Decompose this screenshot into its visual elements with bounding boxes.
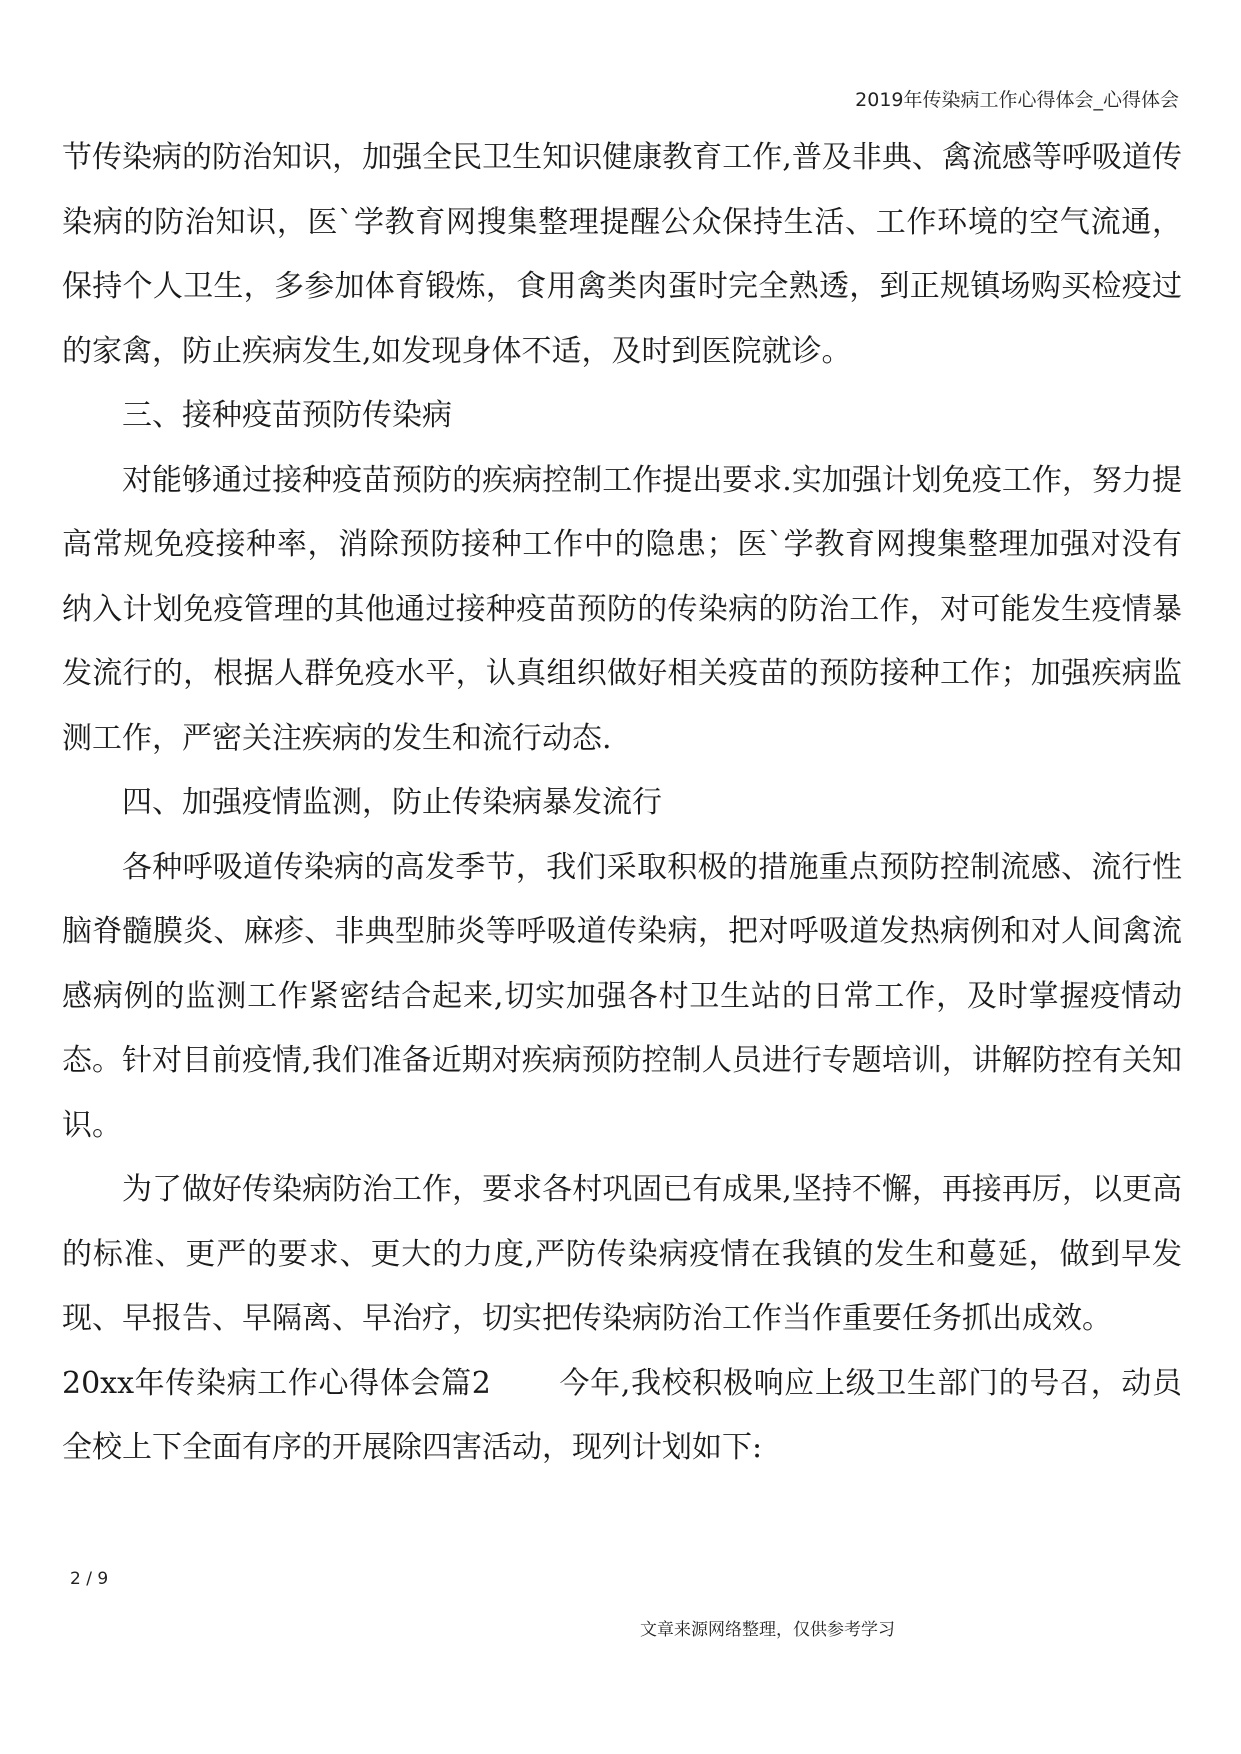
page-number: 2 / 9	[70, 1569, 109, 1589]
paragraph-continued: 节传染病的防治知识，加强全民卫生知识健康教育工作,普及非典、禽流感等呼吸道传染病的防治知识，医`学教育网搜集整理提醒公众保持生活、工作环境的空气流通，保持个人卫生，多参加体育锻炼，食用禽类肉蛋时完全熟透，到正规镇场购买检疫过的家禽，防止疾病发生,如发现身体不适，及时到医院就诊。	[62, 140, 1182, 369]
paragraph-article-2	[62, 1352, 1182, 1481]
article-2-intro: 今年,我校积极响应上级卫生部门的号召，动员全校上下全面有序的开展除四害活动，现列计划如下:	[62, 1365, 1182, 1465]
article-2-title: 20xx年传染病工作心得体会篇2	[62, 1365, 491, 1401]
running-header: 2019年传染病工作心得体会_心得体会	[855, 89, 1179, 111]
paragraph-vaccination: 对能够通过接种疫苗预防的疾病控制工作提出要求.实加强计划免疫工作，努力提高常规免疫接种率，消除预防接种工作中的隐患；医`学教育网搜集整理加强对没有纳入计划免疫管理的其他通过接种疫苗预防的传染病的防治工作，对可能发生疫情暴发流行的，根据人群免疫水平，认真组织做好相关疫苗的预防接种工作；加强疾病监测工作，严密关注疾病的发生和流行动态.	[62, 462, 1182, 756]
paragraph-monitoring: 各种呼吸道传染病的高发季节，我们采取积极的措施重点预防控制流感、流行性脑脊髓膜炎、麻疹、非典型肺炎等呼吸道传染病，把对呼吸道发热病例和对人间禽流感病例的监测工作紧密结合起来,切实加强各村卫生站的日常工作，及时掌握疫情动态。针对目前疫情,我们准备近期对疾病预防控制人员进行专题培训，讲解防控有关知识。	[62, 849, 1182, 1143]
footer-note: 文章来源网络整理，仅供参考学习	[640, 1620, 895, 1640]
document-body	[62, 126, 1182, 1481]
section-heading-4: 四、加强疫情监测，防止传染病暴发流行	[122, 785, 662, 820]
paragraph-conclusion: 为了做好传染病防治工作，要求各村巩固已有成果,坚持不懈，再接再厉，以更高的标准、更严的要求、更大的力度,严防传染病疫情在我镇的发生和蔓延，做到早发现、早报告、早隔离、早治疗，切实把传染病防治工作当作重要任务抓出成效。	[62, 1172, 1182, 1336]
section-heading-3: 三、接种疫苗预防传染病	[122, 398, 452, 433]
